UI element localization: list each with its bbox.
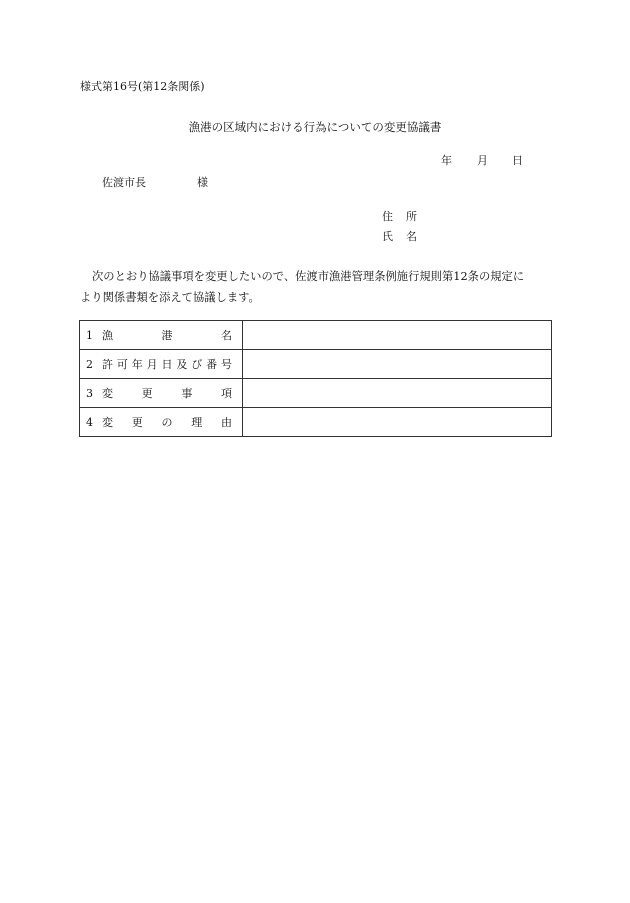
item-label-char: 可 xyxy=(116,358,128,371)
item-label-char: 更 xyxy=(141,387,153,400)
addressee-honorific: 様 xyxy=(197,176,208,189)
item-label-char: の xyxy=(161,416,173,429)
table-row xyxy=(80,350,552,379)
item-label-char: 番 xyxy=(206,358,218,371)
day-label: 日 xyxy=(512,154,523,167)
item-label-char: 項 xyxy=(220,387,232,400)
item-label-char: 号 xyxy=(221,358,232,371)
item-label-char: 理 xyxy=(191,416,203,429)
item-label-char: 日 xyxy=(161,358,173,371)
item-label-char: び xyxy=(191,358,203,371)
item-label xyxy=(80,350,242,378)
item-label xyxy=(80,321,242,349)
table-row xyxy=(80,408,552,437)
item-value-field[interactable] xyxy=(243,379,552,408)
form-number: 様式第16号(第12条関係) xyxy=(80,80,205,93)
item-label-cell xyxy=(80,408,243,437)
item-label-cell xyxy=(80,321,243,350)
body-line-2: より関係書類を添えて協議します。 xyxy=(80,291,260,304)
item-label-text xyxy=(102,385,232,401)
item-label-char: 漁 xyxy=(102,329,113,342)
item-label-text xyxy=(102,414,232,430)
item-label-char: 月 xyxy=(146,358,158,371)
item-label xyxy=(80,379,242,407)
item-label-char: 名 xyxy=(221,329,232,342)
item-label-char: 年 xyxy=(131,358,143,371)
item-label-char: 許 xyxy=(102,358,113,371)
name-label-char: 氏 xyxy=(382,230,393,243)
item-label-cell xyxy=(80,379,243,408)
item-value-field[interactable] xyxy=(243,408,552,437)
item-label-char: 更 xyxy=(131,416,143,429)
body-paragraph xyxy=(80,266,560,308)
address-label-char: 住 xyxy=(382,210,393,223)
document-title: 漁港の区域内における行為についての変更協議書 xyxy=(188,120,442,134)
item-label-char: 港 xyxy=(161,329,173,342)
items-table xyxy=(79,320,552,437)
item-label-cell xyxy=(80,350,243,379)
item-number: 4 xyxy=(86,415,93,429)
item-label-char: 及 xyxy=(176,358,188,371)
item-label-char: 変 xyxy=(102,387,113,400)
item-label-char: 事 xyxy=(181,387,193,400)
body-line-1: 次のとおり協議事項を変更したいので、佐渡市漁港管理条例施行規則第12条の規定に xyxy=(92,270,525,283)
item-value-field[interactable] xyxy=(243,350,552,379)
item-label-text xyxy=(102,327,232,343)
item-value-field[interactable] xyxy=(243,321,552,350)
item-label-char: 由 xyxy=(221,416,232,429)
item-label-char: 変 xyxy=(102,416,113,429)
address-label-char: 所 xyxy=(406,210,417,223)
table-row xyxy=(80,321,552,350)
item-label xyxy=(80,408,242,436)
item-number: 3 xyxy=(86,386,93,400)
item-number: 2 xyxy=(86,357,93,371)
year-label: 年 xyxy=(441,154,452,167)
table-row xyxy=(80,379,552,408)
item-label-text xyxy=(102,356,232,372)
name-label-char: 名 xyxy=(406,230,417,243)
item-number: 1 xyxy=(86,328,93,342)
addressee-office: 佐渡市長 xyxy=(102,176,146,189)
month-label: 月 xyxy=(477,154,488,167)
